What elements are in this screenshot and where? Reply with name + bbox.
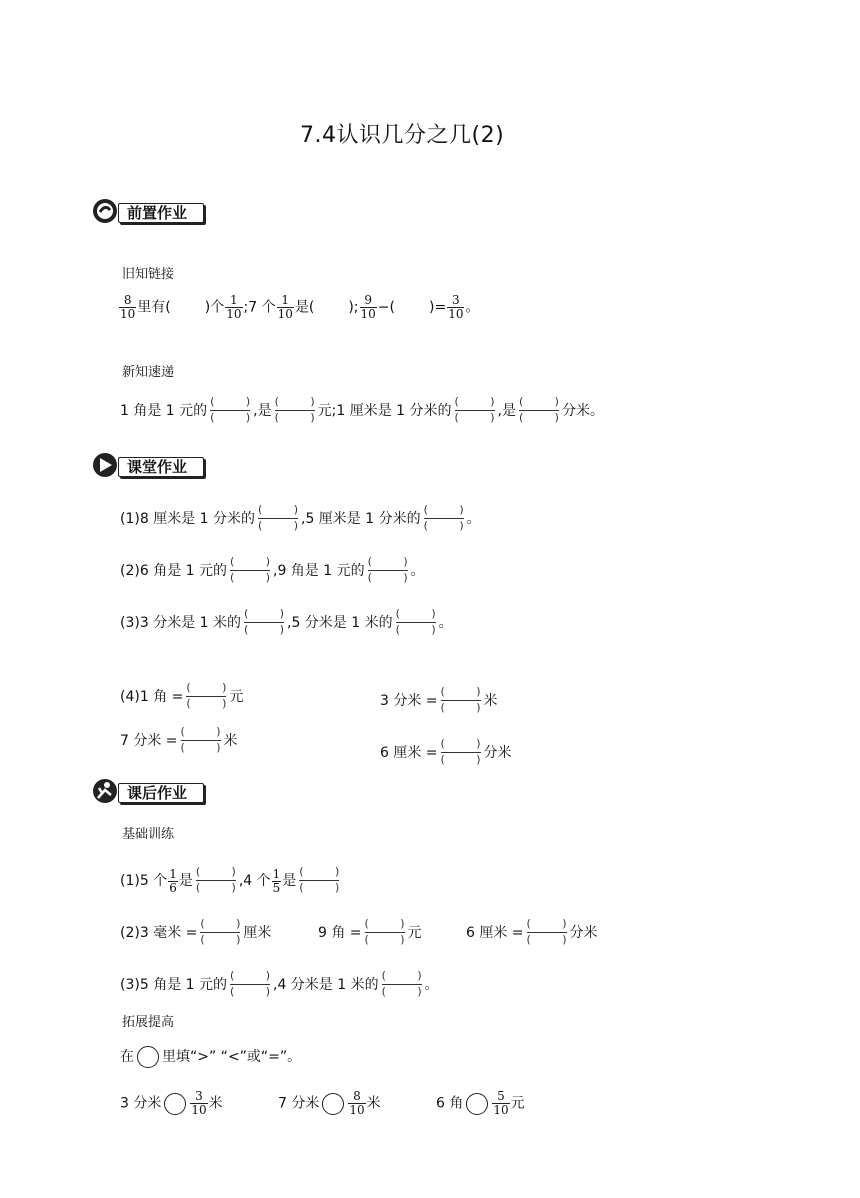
page-title: 7.4认识几分之几(2) [300,123,505,148]
blank-fraction[interactable]: ( ) ( ) [440,685,481,714]
fraction: $\frac{8}{10}$ [120,293,136,321]
section-banner-after [92,778,212,804]
class-q1: (1)8 厘米是 1 分米的 ( ) ( ) ,5 厘米是 1 分米的 ( ) ( ) 。 [120,502,481,536]
section-banner-class [92,452,212,478]
compare-circle[interactable] [322,1093,344,1115]
new-knowledge-line: 1 角是 1 元的 ( ) ( ) ,是 ( ) ( ) 元;1 厘米是 1 分米的 ( ) ( ) ,是 ( ) ( ) 分米。 [120,394,604,428]
blank-fraction[interactable]: ( ) ( ) [244,607,284,636]
blank-fraction[interactable]: ( ) ( ) [518,395,559,424]
blank-fraction[interactable]: ( ) ( ) [258,503,298,532]
fraction: $\frac{3}{10}$ [191,1089,207,1117]
compare-circle[interactable] [164,1093,186,1115]
blank-fraction[interactable]: ( ) ( ) [423,503,464,532]
fraction: $\frac{8}{10}$ [349,1089,365,1117]
class-q4b: 3 分米 = ( ) ( ) 米 [380,684,498,718]
old-knowledge-label: 旧知链接 [122,267,175,282]
blank-fraction[interactable]: ( ) ( ) [230,555,270,584]
blank-fraction[interactable]: ( ) ( ) [364,917,405,946]
after-homework-icon [92,778,118,804]
blank-fraction[interactable]: ( ) ( ) [395,607,436,636]
fraction: $\frac{9}{10}$ [360,293,376,321]
fraction: $\frac{1}{10}$ [226,293,242,321]
blank-fraction[interactable]: ( ) ( ) [367,555,408,584]
blank-fraction[interactable]: ( ) ( ) [180,725,221,754]
class-q3: (3)3 分米是 1 米的 ( ) ( ) ,5 分米是 1 米的 ( ) ( ) 。 [120,606,453,640]
extension-label: 拓展提高 [122,1015,175,1030]
blank-fraction[interactable]: ( ) ( ) [230,969,270,998]
compare-item-3: 6 角 $\frac{5}{10}$ 元 [436,1089,525,1117]
after-q2a: (2)3 毫米 = ( ) ( ) 厘米 [120,916,271,950]
basic-training-label: 基础训练 [122,827,175,842]
new-knowledge-label: 新知速递 [122,365,175,380]
after-q2c: 6 厘米 = ( ) ( ) 分米 [466,916,598,950]
compare-circle [137,1046,159,1068]
fraction: $\frac{1}{5}$ [272,866,281,895]
after-q1: (1)5 个 $\frac{1}{6}$ 是 ( ) ( ) ,4 个 $\frac{1}{5}$ 是 ( ) ( ) [120,864,342,898]
old-knowledge-line: $\frac{8}{10}$ 里有( )个 $\frac{1}{10}$ ;7 个 $\frac{1}{10}$ 是( ); $\frac{9}{10}$ −( )= $\frac{3}{10}$ 。 [120,293,480,321]
blank-fraction[interactable]: ( ) ( ) [210,395,251,424]
after-q2b: 9 角 = ( ) ( ) 元 [318,916,422,950]
blank-fraction[interactable]: ( ) ( ) [454,395,495,424]
after-q3: (3)5 角是 1 元的 ( ) ( ) ,4 分米是 1 米的 ( ) ( ) 。 [120,968,439,1002]
section-banner-pre [92,198,212,224]
compare-circle[interactable] [466,1093,488,1115]
fraction: $\frac{1}{10}$ [277,293,293,321]
blank-fraction[interactable]: ( ) ( ) [299,865,340,894]
fraction: $\frac{5}{10}$ [493,1089,509,1117]
blank-fraction[interactable]: ( ) ( ) [186,681,227,710]
blank-fraction[interactable]: ( ) ( ) [200,917,241,946]
compare-item-2: 7 分米 $\frac{8}{10}$ 米 [278,1089,381,1117]
blank-fraction[interactable]: ( ) ( ) [274,395,315,424]
fraction: $\frac{3}{10}$ [448,293,464,321]
blank-fraction[interactable]: ( ) ( ) [440,737,481,766]
fraction: $\frac{1}{6}$ [169,866,177,895]
class-homework-icon [92,452,118,478]
class-q4c: 7 分米 = ( ) ( ) 米 [120,724,238,758]
compare-instruction: 在 里填“>” “<”或“=”。 [120,1046,301,1068]
pre-homework-icon [92,198,118,224]
section-title-pre: 前置作业 [118,203,204,223]
class-q2: (2)6 角是 1 元的 ( ) ( ) ,9 角是 1 元的 ( ) ( ) 。 [120,554,425,588]
section-title-after: 课后作业 [118,783,204,803]
class-q4a: (4)1 角 = ( ) ( ) 元 [120,680,243,714]
blank-fraction[interactable]: ( ) ( ) [195,865,236,894]
section-title-class: 课堂作业 [118,457,204,477]
class-q4d: 6 厘米 = ( ) ( ) 分米 [380,736,512,770]
blank-fraction[interactable]: ( ) ( ) [526,917,567,946]
blank-fraction[interactable]: ( ) ( ) [381,969,422,998]
compare-item-1: 3 分米 $\frac{3}{10}$ 米 [120,1089,223,1117]
